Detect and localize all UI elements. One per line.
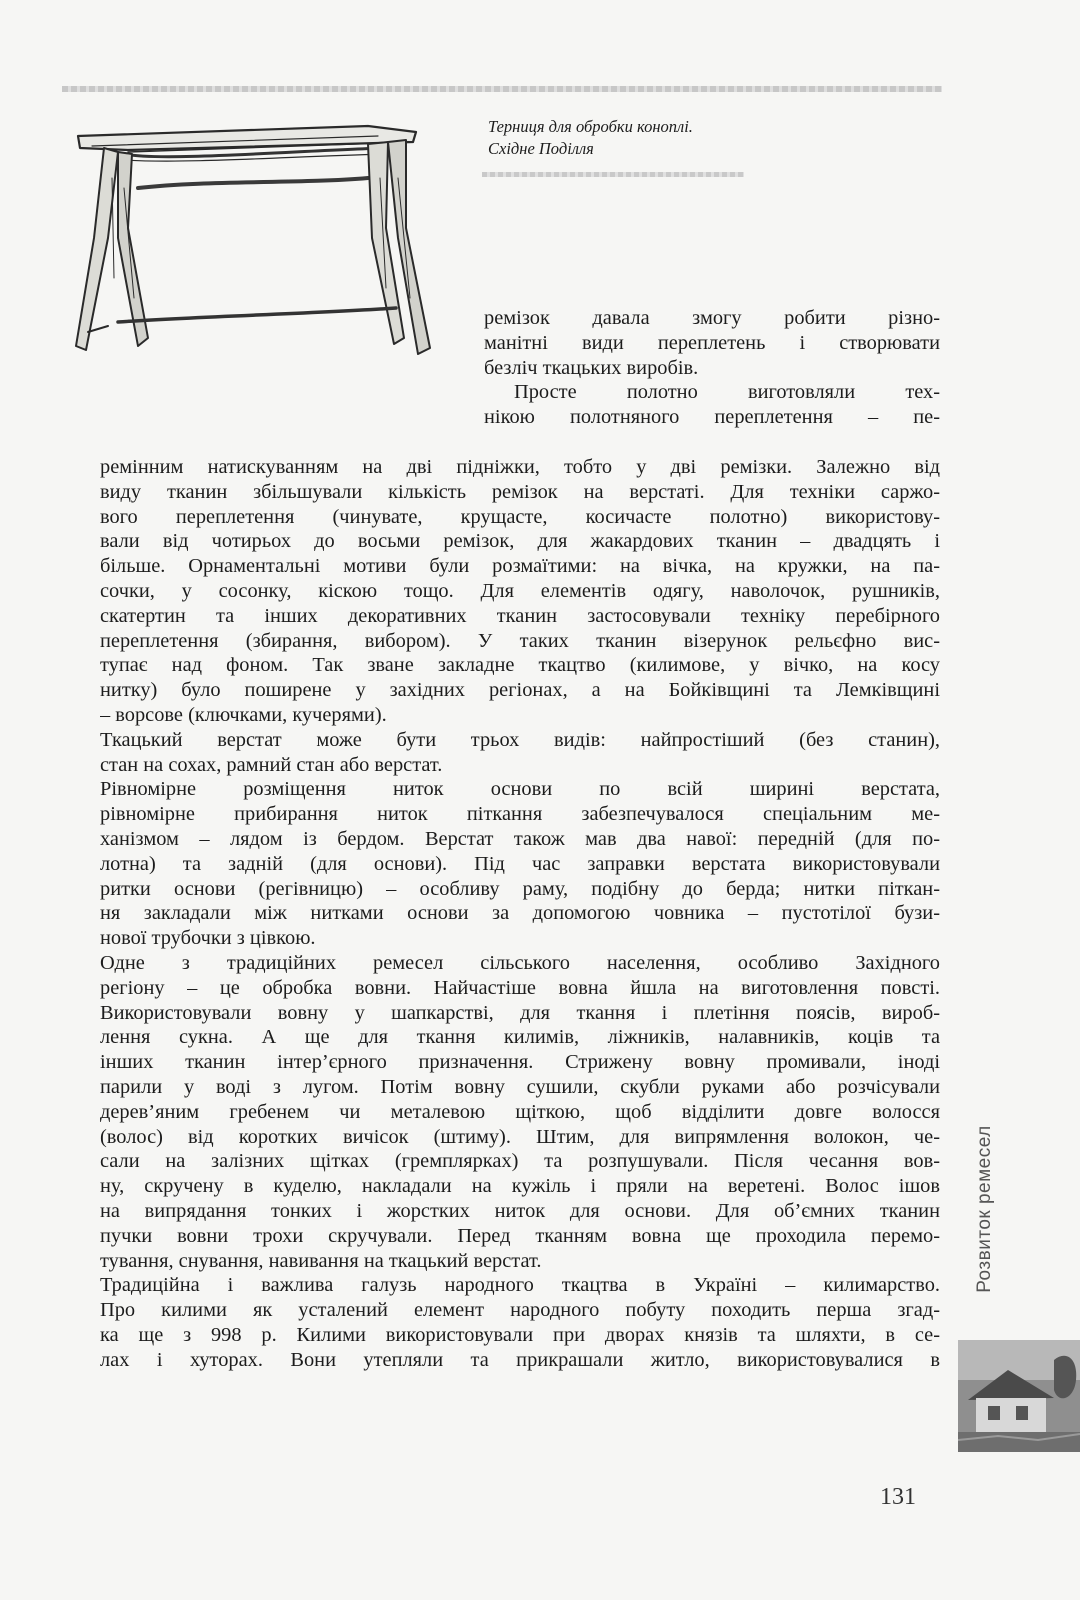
text-line: Одне з традиційних ремесел сільського населення, особливо Західного [100, 951, 940, 974]
text-line: сочки, у сосонку, кіскою тощо. Для елементів одягу, наволочок, рушників, [100, 579, 940, 602]
text-line: пучки вовни трохи скручували. Перед тканням вовна ще проходила перемо- [100, 1224, 940, 1247]
text-line: ка ще з 998 р. Килими використовували при дворах князів та шляхти, в се- [100, 1323, 940, 1346]
main-column-text [100, 455, 940, 1372]
text-line: парили у воді з лугом. Потім вовну сушили, скубли руками або розчісували [100, 1075, 940, 1098]
text-line: – ворсове (ключками, кучерями). [100, 703, 387, 726]
text-line: скатертин та інших декоративних тканин застосовували техніку перебірного [100, 604, 940, 627]
text-line: дерев’яним гребенем чи металевою щіткою, щоб відділити довге волосся [100, 1100, 940, 1123]
text-line: стан на сохах, рамний стан або верстат. [100, 753, 443, 776]
village-house-thumbnail [958, 1340, 1080, 1452]
text-line: ханізмом – лядом із бердом. Верстат також мав два навої: передній (для по- [100, 827, 940, 850]
text-line: більше. Орнаментальні мотиви були розмаїтими: на вічка, на кружки, на па- [100, 555, 940, 578]
text-line: вого переплетення (чинувате, крущасте, косичасте полотно) використову- [100, 505, 940, 528]
text-line: Традиційна і важлива галузь народного ткацтва в Україні – килимарство. [100, 1274, 940, 1297]
text-line: лення сукна. А ще для ткання килимів, ліжників, налавників, коців та [100, 1026, 940, 1049]
text-line: Рівномірне розміщення ниток основи по всій ширині верстата, [100, 778, 940, 801]
text-line: манітні види переплетень і створювати [484, 331, 940, 354]
section-title: Розвиток ремесел [974, 1125, 995, 1293]
caption-divider [482, 172, 744, 177]
text-line: вали від чотирьох до восьми ремізок, для жакардових тканин – двадцять і [100, 530, 940, 553]
text-line: нової трубочки з цівкою. [100, 927, 316, 950]
text-line: ремінним натискуванням на дві підніжки, тобто у дві ремізки. Залежно від [100, 456, 940, 478]
text-line: лах і хуторах. Вони утепляли та прикрашали житло, використовувалися в [100, 1348, 940, 1371]
text-line: інших тканин інтер’єрного призначення. Стрижену вовну промивали, іноді [100, 1051, 940, 1074]
text-line: ритки основи (регівницю) – особливу раму, подібну до берда; нитки піткан- [100, 877, 940, 900]
text-line: виду тканин збільшували кількість ремізок на верстаті. Для техніки саржо- [100, 480, 940, 503]
text-line: лотна) та задній (для основи). Під час заправки верстата використовували [100, 852, 940, 875]
top-divider [62, 86, 942, 92]
text-line: регіону – це обробка вовни. Найчастіше вовна йшла на виготовлення повсті. [100, 976, 940, 999]
section-side-tab [963, 1080, 1009, 1360]
hemp-brake-illustration [68, 118, 458, 368]
text-line: нікою полотняного переплетення – пе- [484, 406, 940, 429]
text-line: сали на залізних щітках (гремплярках) та розпушували. Після чесання вов- [100, 1150, 940, 1173]
caption-line: Східне Поділля [488, 139, 594, 158]
text-line: нитку) було поширене у західних регіонах, а на Бойківщині та Лемківщині [100, 679, 940, 702]
caption-line: Терниця для обробки коноплі. [488, 117, 693, 136]
text-line: на випрядання тонких і жорстких ниток для основи. Для об’ємних тканин [100, 1199, 940, 1222]
narrow-column-text [484, 306, 940, 430]
text-line: переплетення (збирання, вибором). У таких тканин візерунок рельєфно вис- [100, 629, 940, 652]
figure-caption [488, 116, 818, 160]
text-line: (волос) від коротких вичісок (штиму). Штим, для випрямлення волокон, че- [100, 1125, 940, 1148]
text-line: ремізок давала змогу робити різно- [484, 307, 940, 329]
text-line: тування, снування, навивання на ткацький верстат. [100, 1249, 542, 1272]
text-line: безліч ткацьких виробів. [484, 356, 699, 379]
text-line: Про килими як усталений елемент народного побуту походить перша згад- [100, 1299, 940, 1322]
text-line: Використовували вовну у шапкарстві, для ткання і плетіння поясів, вироб- [100, 1001, 940, 1024]
text-line: ну, скручену в куделю, накладали на кужіль і пряли на веретені. Волос ішов [100, 1175, 940, 1198]
text-line: ня закладали між нитками основи за допомогою човника – пустотілої бузи- [100, 902, 940, 925]
text-line: Просте полотно виготовляли тех- [514, 381, 940, 404]
text-line: рівномірне прибирання ниток піткання забезпечувалося спеціальним ме- [100, 803, 940, 826]
page-number: 131 [880, 1484, 916, 1510]
text-line: Ткацький верстат може бути трьох видів: найпростіший (без станин), [100, 728, 940, 751]
text-line: тупає над фоном. Так зване закладне ткацтво (килимове, у вічко, на косу [100, 654, 940, 677]
